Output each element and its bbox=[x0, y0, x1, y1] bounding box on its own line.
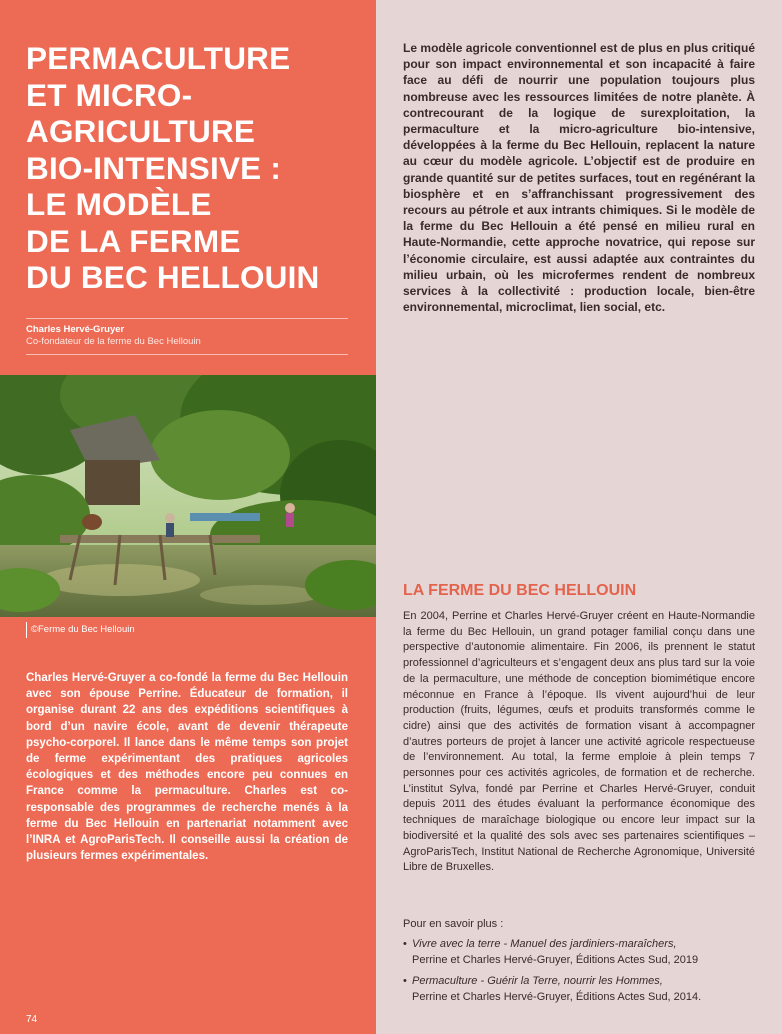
title-line: ET MICRO- bbox=[26, 76, 193, 113]
reference-title: Permaculture - Guérir la Terre, nourrir les Hommes, bbox=[412, 975, 663, 988]
bullet: • bbox=[403, 975, 407, 988]
title-line: PERMACULTURE bbox=[26, 40, 291, 76]
author-block bbox=[26, 318, 348, 355]
author-name: Charles Hervé-Gruyer bbox=[26, 324, 125, 335]
title-line: BIO-INTENSIVE : bbox=[26, 149, 282, 186]
page-number: 74 bbox=[26, 1014, 38, 1025]
bullet: • bbox=[403, 938, 407, 950]
reference-authors: Perrine et Charles Hervé-Gruyer, Éditions Actes Sud, 2014. bbox=[412, 991, 702, 1004]
author-role: Co-fondateur de la ferme du Bec Hellouin bbox=[26, 336, 201, 347]
title-line: DE LA FERME bbox=[26, 222, 241, 259]
reference-authors: Perrine et Charles Hervé-Gruyer, Éditions Actes Sud, 2019 bbox=[412, 953, 699, 966]
farm-photo bbox=[0, 375, 376, 617]
list-item bbox=[403, 937, 763, 968]
title-line: AGRICULTURE bbox=[26, 113, 256, 149]
section-heading: LA FERME DU BEC HELLOUIN bbox=[403, 582, 637, 599]
title-line: DU BEC HELLOUIN bbox=[26, 259, 320, 295]
author-bio: Charles Hervé-Gruyer a co-fondé la ferme du Bec Hellouin avec son épouse Perrine. Éducateur de formation, il organise durant 22 ans des expéditions scientifiques à bord d’un navire école, avant de devenir thérapeute psycho-corporel. Il lance dans le même temps son projet de ferme expérimentant des pratiques agricoles écologiques et des méthodes encore peu connues en France comme la permaculture. Charles est co-responsable des programmes de recherche menés à la ferme du Bec Hellouin en partenariat notamment avec l’INRA et AgroParisTech. Il conseille aussi la création de plusieurs fermes expérimentales. bbox=[26, 672, 348, 863]
title-line: LE MODÈLE bbox=[26, 186, 212, 222]
reference-title: Vivre avec la terre - Manuel des jardiniers-maraîchers, bbox=[412, 938, 677, 950]
further-reading-label: Pour en savoir plus : bbox=[403, 918, 504, 930]
intro-paragraph: Le modèle agricole conventionnel est de plus en plus critiqué pour son impact environnemental et son incapacité à faire face au défi de nourrir une population toujours plus nombreuse avec les ressources limitées de notre planète. À contrecourant de la logique de surexploitation, la permaculture et la micro-agriculture bio-intensive, développées à la ferme du Bec Hellouin, replacent la nature au cœur du modèle agricole. L’objectif est de produire en grande quantité sur de petites surfaces, tout en regénérant la biosphère et en s’affranchissant progressivement des recours au pétrole et aux intrants chimiques. Si le modèle de la ferme du Bec Hellouin a été pensé en milieu rural en Haute-Normandie, cette approche novatrice, qui repose sur l’économie circulaire, est aussi adaptée aux contraintes du milieu urbain, où les microfermes rendent de nombreux services à la collectivité : production locale, bien-être environnemental, microclimat, lien social, etc. bbox=[403, 41, 755, 315]
list-item bbox=[403, 974, 763, 1005]
article-title bbox=[26, 40, 356, 296]
reference-list bbox=[403, 937, 763, 1012]
photo-caption: ©Ferme du Bec Hellouin bbox=[26, 622, 135, 638]
section-body: En 2004, Perrine et Charles Hervé-Gruyer créent en Haute-Normandie la ferme du Bec Hellouin, un grand potager familial conçu dans une perspective d’autonomie alimentaire. Fin 2006, ils prennent le statut professionnel d’agriculteurs et s’engagent deux ans plus tard sur la voie de la permaculture, une méthode de conception biomimétique encore méconnue en France à l’époque. Ils vivent aujourd’hui de leur production (fruits, légumes, œufs et produits transformés comme le cidre) ainsi que des activités de formation visant à accompagner d’autres porteurs de projet à lancer une activité agricole respectueuse de l’environnement. Au total, la ferme emploie à plein temps 7 personnes pour ces activités agricoles, de formation et de recherche. L’institut Sylva, fondé par Perrine et Charles Hervé-Gruyer, conduit depuis 2011 des études évaluant la performance économique des techniques de maraîchage biologique ou encore leur impact sur la biodiversité et la qualité des sols avec ses partenaires scientifiques – AgroParisTech, Institut National de Recherche Agronomique, Université Libre de Bruxelles. bbox=[403, 610, 755, 874]
